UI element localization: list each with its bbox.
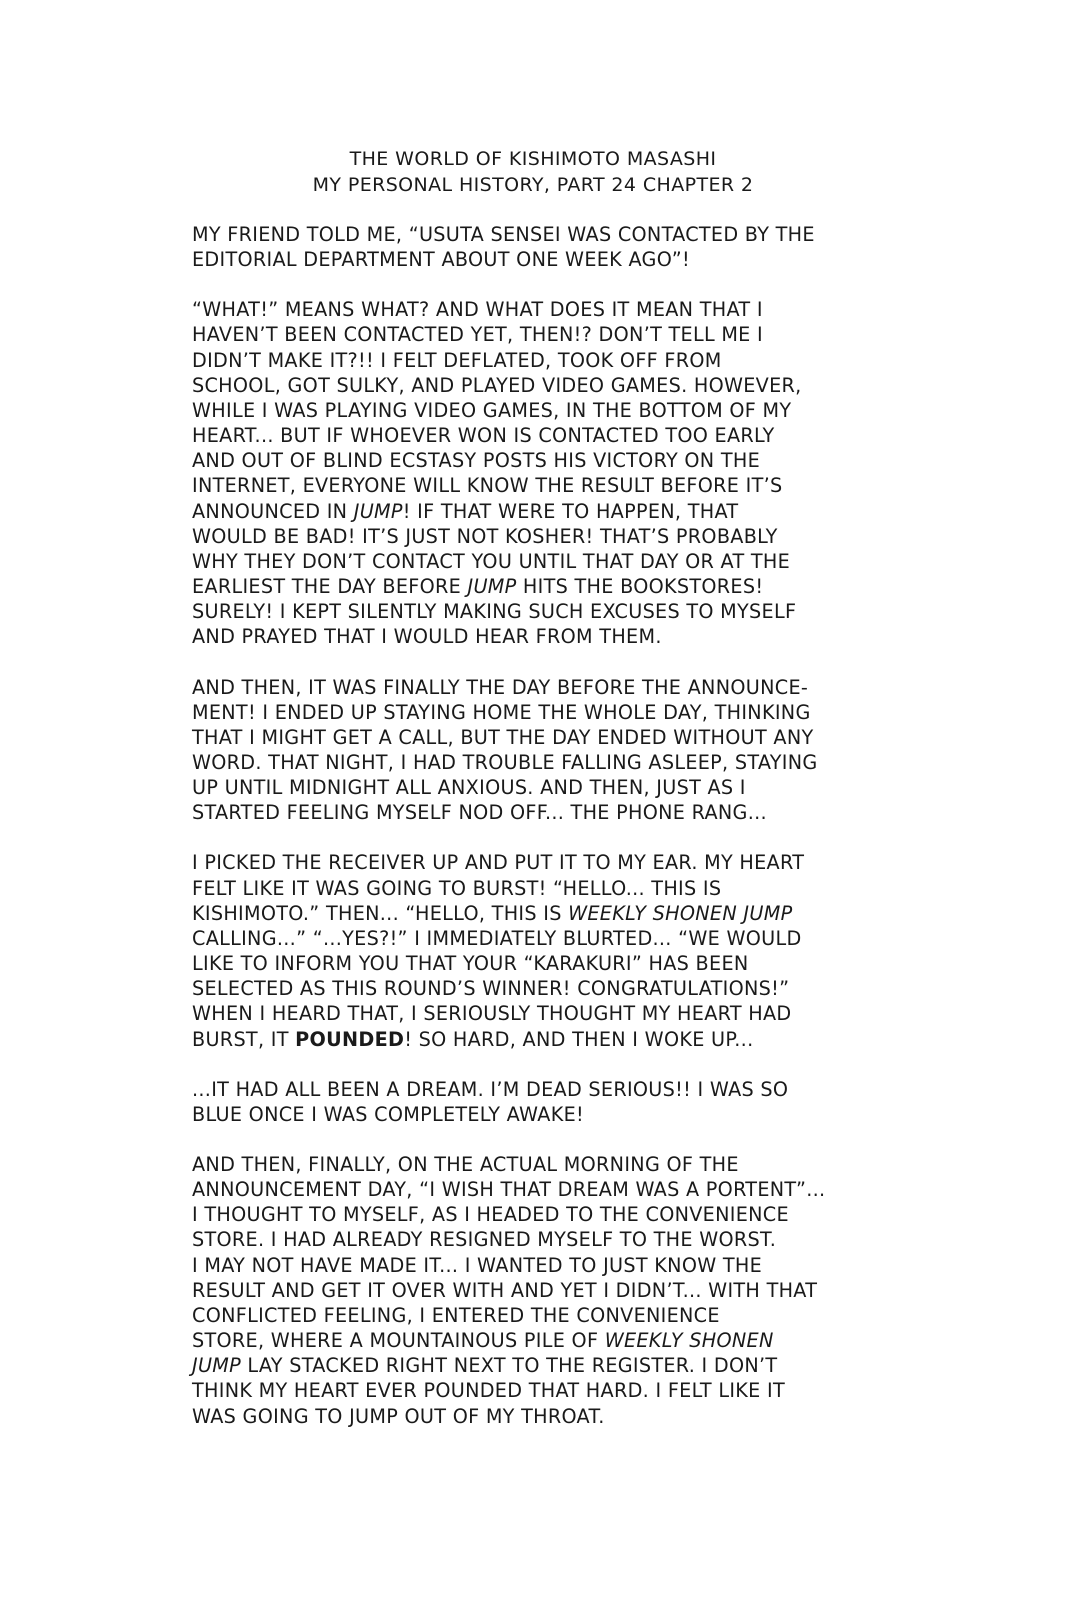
text-line [192, 1328, 892, 1353]
text-line: UP UNTIL MIDNIGHT ALL ANXIOUS. AND THEN, JUST AS I [192, 776, 746, 800]
text-line: HEART... BUT IF WHOEVER WON IS CONTACTED TOO EARLY [192, 424, 775, 448]
paragraph [192, 297, 892, 649]
text-run: KISHIMOTO.” THEN... “HELLO, THIS IS [192, 901, 569, 925]
text-line [192, 574, 892, 599]
text-run: ! IF THAT WERE TO HAPPEN, THAT [402, 499, 739, 523]
text-line: WORD. THAT NIGHT, I HAD TROUBLE FALLING ASLEEP, STAYING [192, 750, 818, 774]
text-line: STARTED FEELING MYSELF NOD OFF... THE PHONE RANG... [192, 801, 767, 825]
text-line: SCHOOL, GOT SULKY, AND PLAYED VIDEO GAMES. HOWEVER, [192, 373, 802, 397]
text-line: DIDN’T MAKE IT?!! I FELT DEFLATED, TOOK OFF FROM [192, 348, 722, 372]
text-line: CONFLICTED FEELING, I ENTERED THE CONVENIENCE [192, 1303, 720, 1327]
text-line: BLUE ONCE I WAS COMPLETELY AWAKE! [192, 1102, 584, 1126]
text-line: ...IT HAD ALL BEEN A DREAM. I’M DEAD SERIOUS!! I WAS SO [192, 1077, 789, 1101]
paragraph [192, 222, 892, 272]
text-line: THAT I MIGHT GET A CALL, BUT THE DAY ENDED WITHOUT ANY [192, 725, 814, 749]
text-line: I PICKED THE RECEIVER UP AND PUT IT TO MY EAR. MY HEART [192, 851, 805, 875]
text-line: WAS GOING TO JUMP OUT OF MY THROAT. [192, 1404, 605, 1428]
page-heading [190, 146, 876, 198]
text-line: AND THEN, FINALLY, ON THE ACTUAL MORNING OF THE [192, 1153, 739, 1176]
text-line: WHY THEY DON’T CONTACT YOU UNTIL THAT DAY OR AT THE [192, 549, 791, 573]
italic-title: JUMP [353, 499, 403, 523]
text-line: SELECTED AS THIS ROUND’S WINNER! CONGRATULATIONS!” [192, 977, 790, 1001]
text-run: ! SO HARD, AND THEN I WOKE UP... [404, 1027, 754, 1051]
text-line: ANNOUNCEMENT DAY, “I WISH THAT DREAM WAS A PORTENT”... [192, 1178, 826, 1202]
text-line: INTERNET, EVERYONE WILL KNOW THE RESULT BEFORE IT’S [192, 474, 783, 498]
text-run: STORE, WHERE A MOUNTAINOUS PILE OF [192, 1329, 605, 1353]
text-run: BURST, IT [192, 1027, 296, 1051]
bold-emphasis: POUNDED [295, 1027, 405, 1051]
body-text [192, 222, 892, 1454]
text-run: ANNOUNCED IN [192, 499, 354, 523]
text-line: AND OUT OF BLIND ECSTASY POSTS HIS VICTORY ON THE [192, 449, 761, 473]
italic-title: JUMP [467, 575, 517, 599]
text-line: WHEN I HEARD THAT, I SERIOUSLY THOUGHT MY HEART HAD [192, 1002, 792, 1026]
text-line: HAVEN’T BEEN CONTACTED YET, THEN!? DON’T TELL ME I [192, 323, 763, 347]
text-line: EDITORIAL DEPARTMENT ABOUT ONE WEEK AGO”! [192, 248, 691, 272]
text-line: AND PRAYED THAT I WOULD HEAR FROM THEM. [192, 625, 662, 649]
paragraph [192, 850, 892, 1051]
heading-subtitle: MY PERSONAL HISTORY, PART 24 CHAPTER 2 [312, 174, 754, 196]
text-line [192, 1353, 892, 1378]
text-run: EARLIEST THE DAY BEFORE [192, 575, 468, 599]
text-line: “WHAT!” MEANS WHAT? AND WHAT DOES IT MEAN THAT I [192, 298, 763, 322]
text-line: WHILE I WAS PLAYING VIDEO GAMES, IN THE BOTTOM OF MY [192, 398, 792, 422]
italic-title: WEEKLY SHONEN JUMP [568, 901, 793, 925]
text-line [192, 1027, 892, 1052]
paragraph [192, 1152, 892, 1429]
text-line: FELT LIKE IT WAS GOING TO BURST! “HELLO... THIS IS [192, 876, 722, 900]
text-run: HITS THE BOOKSTORES! [516, 575, 764, 599]
paragraph [192, 1077, 892, 1127]
text-line: MENT! I ENDED UP STAYING HOME THE WHOLE DAY, THINKING [192, 700, 811, 724]
heading-title: THE WORLD OF KISHIMOTO MASASHI [349, 148, 717, 170]
text-line: WOULD BE BAD! IT’S JUST NOT KOSHER! THAT’S PROBABLY [192, 524, 778, 548]
text-line: STORE. I HAD ALREADY RESIGNED MYSELF TO THE WORST. [192, 1228, 777, 1252]
text-line: I MAY NOT HAVE MADE IT... I WANTED TO JUST KNOW THE [192, 1253, 763, 1277]
text-line: AND THEN, IT WAS FINALLY THE DAY BEFORE THE ANNOUNCE- [192, 675, 809, 699]
paragraph [192, 675, 892, 826]
text-line: RESULT AND GET IT OVER WITH AND YET I DIDN’T... WITH THAT [192, 1278, 818, 1302]
italic-title: WEEKLY SHONEN [604, 1329, 774, 1353]
text-line: SURELY! I KEPT SILENTLY MAKING SUCH EXCUSES TO MYSELF [192, 600, 797, 624]
text-run: LAY STACKED RIGHT NEXT TO THE REGISTER. I DON’T [241, 1354, 778, 1378]
text-line: LIKE TO INFORM YOU THAT YOUR “KARAKURI” HAS BEEN [192, 952, 749, 976]
text-line [192, 901, 892, 926]
text-line: I THOUGHT TO MYSELF, AS I HEADED TO THE CONVENIENCE [192, 1203, 789, 1227]
text-line: THINK MY HEART EVER POUNDED THAT HARD. I FELT LIKE IT [192, 1379, 785, 1403]
text-line [192, 499, 892, 524]
italic-title: JUMP [192, 1354, 242, 1378]
text-line: CALLING...” “...YES?!” I IMMEDIATELY BLURTED... “WE WOULD [192, 926, 802, 950]
text-line: MY FRIEND TOLD ME, “USUTA SENSEI WAS CONTACTED BY THE [192, 223, 815, 246]
